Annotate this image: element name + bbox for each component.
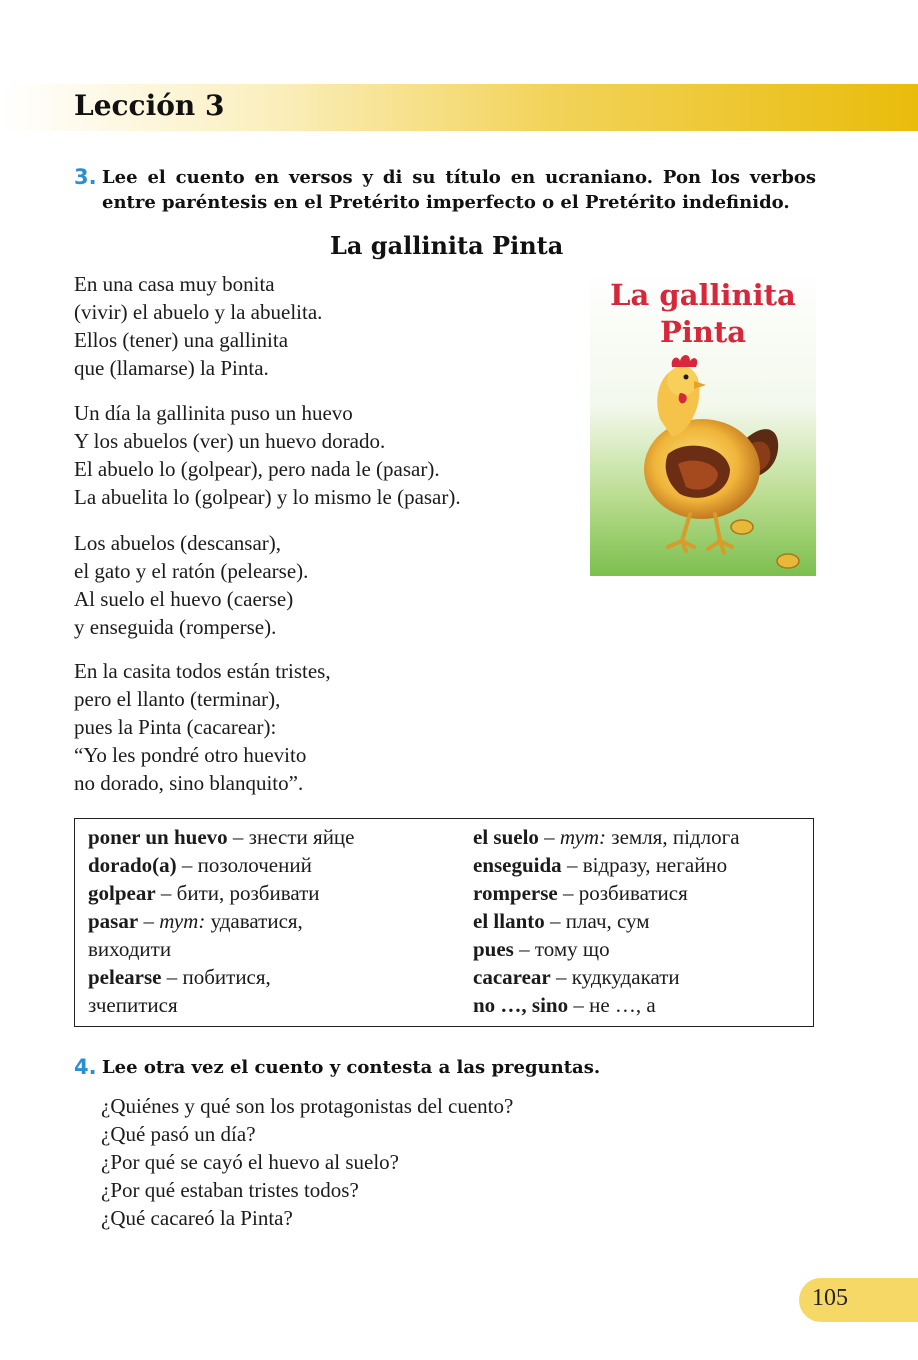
vocabulary-entry <box>88 823 355 851</box>
poem-line: Ellos (tener) una gallinita <box>74 328 289 352</box>
vocabulary-separator: – <box>550 965 572 989</box>
vocabulary-meaning: плач, сум <box>565 909 650 933</box>
vocabulary-entry <box>473 963 740 991</box>
vocabulary-separator: – <box>176 853 198 877</box>
exercise-3-instruction <box>102 165 816 215</box>
vocabulary-meaning: тому що <box>534 937 610 961</box>
vocabulary-separator: – <box>544 909 566 933</box>
poem-stanza-1 <box>74 270 322 382</box>
poem-line: En la casita todos están tristes, <box>74 659 331 683</box>
question-item: ¿Quiénes y qué son los protagonistas del cuento? <box>101 1094 514 1118</box>
book-cover-illustration <box>590 269 816 576</box>
poem-line: El abuelo lo (golpear), pero nada le (pasar). <box>74 457 440 481</box>
question-list <box>101 1092 513 1232</box>
exercise-3-instruction-line-1: Lee el cuento en versos y di su título en ucraniano. Pon los verbos <box>102 167 816 188</box>
vocabulary-entry <box>88 963 355 991</box>
poem-line: “Yo les pondré otro huevito <box>74 743 307 767</box>
poem-line: Un día la gallinita puso un huevo <box>74 401 353 425</box>
vocabulary-meaning: удаватися, <box>205 909 303 933</box>
question-item: ¿Por qué se cayó el huevo al suelo? <box>101 1150 399 1174</box>
vocabulary-usage-note: тут: <box>159 909 206 933</box>
poem-title: La gallinita Pinta <box>330 231 564 260</box>
vocabulary-term: pues <box>473 937 514 961</box>
vocabulary-meaning: позолочений <box>197 853 312 877</box>
book-cover-title <box>590 277 816 351</box>
vocabulary-term: pelearse <box>88 965 162 989</box>
vocabulary-box <box>74 818 814 1027</box>
vocabulary-meaning: бити, розбивати <box>176 881 320 905</box>
vocabulary-meaning: земля, підлога <box>606 825 740 849</box>
poem-stanza-3 <box>74 529 308 641</box>
vocabulary-column-right <box>473 823 740 1019</box>
vocabulary-separator: – <box>161 965 183 989</box>
vocabulary-meaning: побитися, <box>182 965 271 989</box>
exercise-4-number: 4. <box>74 1055 97 1079</box>
poem-line: que (llamarse) la Pinta. <box>74 356 269 380</box>
vocabulary-entry <box>473 879 740 907</box>
vocabulary-term: el suelo <box>473 825 539 849</box>
vocabulary-meaning: відразу, негайно <box>582 853 728 877</box>
vocabulary-usage-note: тут: <box>559 825 607 849</box>
vocabulary-entry <box>473 935 740 963</box>
vocabulary-term: cacarear <box>473 965 551 989</box>
vocabulary-entry <box>473 823 740 851</box>
poem-line: En una casa muy bonita <box>74 272 275 296</box>
vocabulary-entry <box>88 907 355 935</box>
vocabulary-separator: – <box>538 825 560 849</box>
vocabulary-term: no …, sino <box>473 993 569 1017</box>
vocabulary-entry <box>473 991 740 1019</box>
page-number: 105 <box>812 1285 848 1311</box>
vocabulary-separator: – <box>568 993 590 1017</box>
lesson-title: Lección 3 <box>74 89 225 122</box>
exercise-3-instruction-line-2: entre paréntesis en el Pretérito imperfecto o el Pretérito indefinido. <box>102 192 790 213</box>
poem-line: Y los abuelos (ver) un huevo dorado. <box>74 429 386 453</box>
vocabulary-meaning: кудкудакати <box>571 965 680 989</box>
vocabulary-term: pasar <box>88 909 139 933</box>
vocabulary-meaning: не …, а <box>589 993 656 1017</box>
vocabulary-term: dorado(a) <box>88 853 177 877</box>
vocabulary-entry-continuation <box>88 991 355 1019</box>
poem-line: La abuelita lo (golpear) y lo mismo le (pasar). <box>74 485 461 509</box>
vocabulary-entry-continuation <box>88 935 355 963</box>
poem-line: pues la Pinta (cacarear): <box>74 715 277 739</box>
poem-line: el gato y el ratón (pelearse). <box>74 559 309 583</box>
vocabulary-column-left <box>88 823 355 1019</box>
vocabulary-separator: – <box>138 909 160 933</box>
vocabulary-entry <box>473 907 740 935</box>
vocabulary-separator: – <box>513 937 535 961</box>
poem-line: Los abuelos (descansar), <box>74 531 282 555</box>
poem-stanza-4 <box>74 657 331 797</box>
vocabulary-meaning: знести яйце <box>248 825 355 849</box>
vocabulary-separator: – <box>155 881 177 905</box>
vocabulary-meaning: виходити <box>88 937 172 961</box>
poem-line: Al suelo el huevo (caerse) <box>74 587 294 611</box>
poem-stanza-2 <box>74 399 461 511</box>
exercise-3-number: 3. <box>74 165 97 189</box>
vocabulary-entry <box>88 879 355 907</box>
vocabulary-term: poner un huevo <box>88 825 228 849</box>
vocabulary-separator: – <box>227 825 249 849</box>
poem-line: y enseguida (romperse). <box>74 615 277 639</box>
book-cover-title-line-2: Pinta <box>659 315 747 349</box>
poem-line: no dorado, sino blanquito”. <box>74 771 304 795</box>
vocabulary-term: golpear <box>88 881 156 905</box>
vocabulary-separator: – <box>561 853 583 877</box>
exercise-4-instruction: Lee otra vez el cuento y contesta a las preguntas. <box>102 1057 601 1078</box>
book-cover-title-line-1: La gallinita <box>610 278 796 312</box>
vocabulary-entry <box>473 851 740 879</box>
question-item: ¿Qué pasó un día? <box>101 1122 256 1146</box>
vocabulary-entry <box>88 851 355 879</box>
poem-line: (vivir) el abuelo y la abuelita. <box>74 300 323 324</box>
vocabulary-term: enseguida <box>473 853 562 877</box>
question-item: ¿Por qué estaban tristes todos? <box>101 1178 359 1202</box>
vocabulary-separator: – <box>557 881 579 905</box>
question-item: ¿Qué cacareó la Pinta? <box>101 1206 293 1230</box>
vocabulary-term: romperse <box>473 881 558 905</box>
poem-line: pero el llanto (terminar), <box>74 687 281 711</box>
vocabulary-term: el llanto <box>473 909 545 933</box>
vocabulary-meaning: зчепитися <box>88 993 178 1017</box>
vocabulary-meaning: розбиватися <box>578 881 688 905</box>
